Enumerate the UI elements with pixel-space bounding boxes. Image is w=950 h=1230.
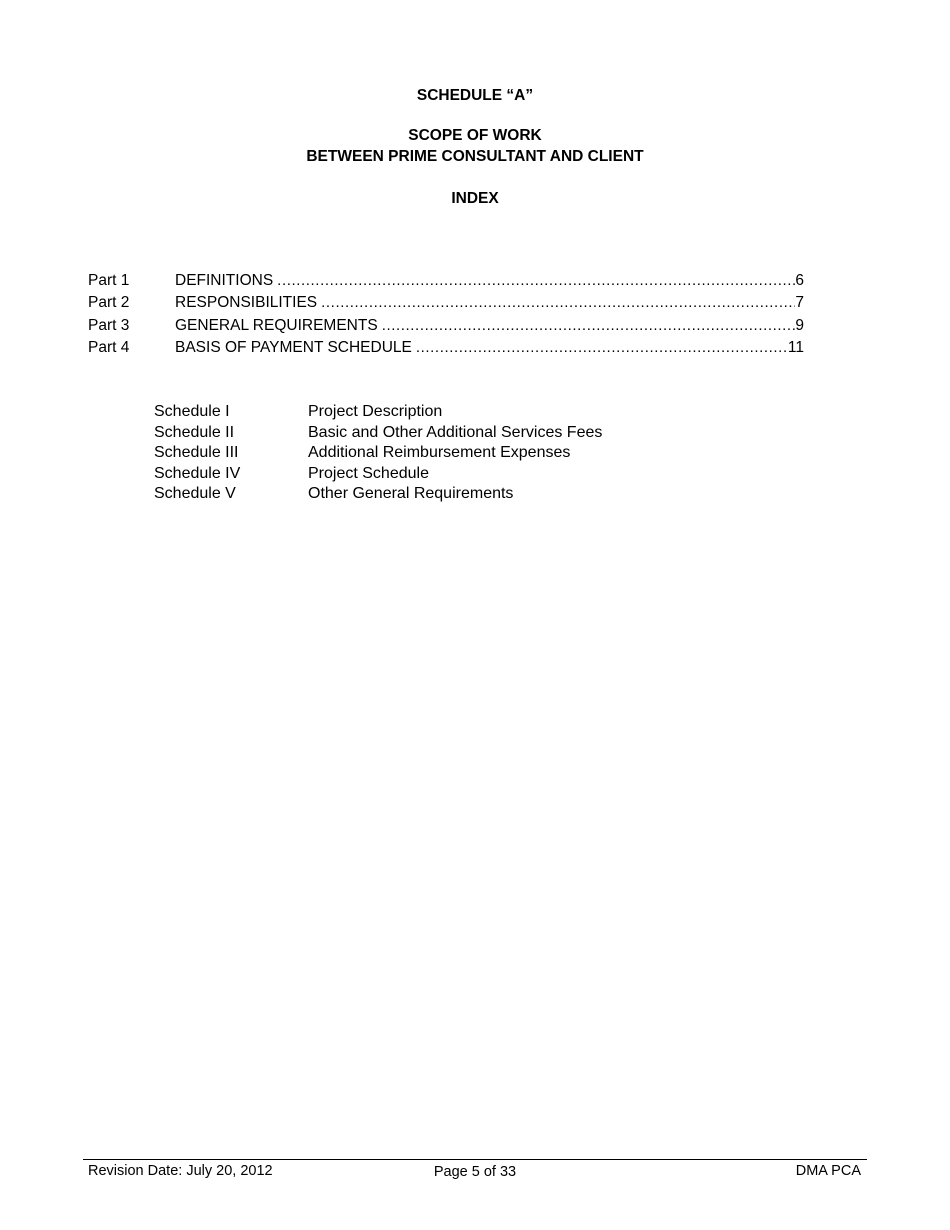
toc-entry-part-3[interactable] — [88, 315, 804, 337]
footer-divider — [83, 1159, 867, 1160]
toc-title: DEFINITIONS — [175, 272, 274, 289]
toc-part-label: Part 2 — [88, 294, 130, 312]
toc-title: RESPONSIBILITIES — [175, 294, 318, 312]
dot-leader — [416, 337, 788, 359]
toc-page-number: 9 — [795, 316, 804, 334]
toc-entry-part-2[interactable] — [88, 292, 804, 314]
toc-part-label: Part 4 — [88, 338, 130, 356]
toc-part-label: Part 3 — [88, 316, 130, 334]
footer-revision-date: Revision Date: July 20, 2012 — [88, 1163, 273, 1179]
schedule-title: Additional Reimbursement Expenses — [308, 444, 571, 462]
schedule-title: Basic and Other Additional Services Fees — [308, 423, 603, 441]
schedule-id: Schedule II — [154, 423, 235, 441]
scope-title: SCOPE OF WORK — [408, 127, 542, 144]
schedule-id: Schedule I — [154, 403, 230, 420]
toc-title: BASIS OF PAYMENT SCHEDULE — [175, 338, 412, 356]
schedule-title: Project Schedule — [308, 464, 429, 482]
toc-title: GENERAL REQUIREMENTS — [175, 316, 378, 334]
toc-part-label: Part 1 — [88, 272, 130, 289]
schedule-title: SCHEDULE “A” — [416, 87, 534, 104]
toc-page-number: 7 — [795, 294, 804, 312]
schedule-entry — [154, 401, 602, 422]
footer-document-id: DMA PCA — [795, 1163, 861, 1179]
toc-page-number: 6 — [795, 272, 804, 289]
toc-entry-part-1[interactable] — [88, 270, 804, 292]
schedule-id: Schedule V — [154, 485, 236, 503]
schedule-title: Other General Requirements — [308, 485, 514, 503]
dot-leader — [321, 292, 795, 314]
scope-subtitle: BETWEEN PRIME CONSULTANT AND CLIENT — [306, 148, 644, 165]
schedule-title: Project Description — [308, 403, 443, 420]
schedule-id: Schedule III — [154, 444, 239, 462]
schedule-entry — [154, 422, 602, 443]
footer-page-number: Page 5 of 33 — [433, 1164, 517, 1180]
index-title: INDEX — [451, 190, 499, 207]
schedule-id: Schedule IV — [154, 464, 241, 482]
schedule-entry — [154, 442, 602, 463]
schedule-entry — [154, 483, 602, 504]
table-of-contents — [88, 270, 804, 359]
toc-entry-part-4[interactable] — [88, 337, 804, 359]
schedule-entry — [154, 463, 602, 484]
toc-page-number: 11 — [787, 338, 804, 356]
schedule-list — [154, 401, 602, 504]
dot-leader — [382, 315, 796, 337]
dot-leader — [277, 270, 795, 292]
